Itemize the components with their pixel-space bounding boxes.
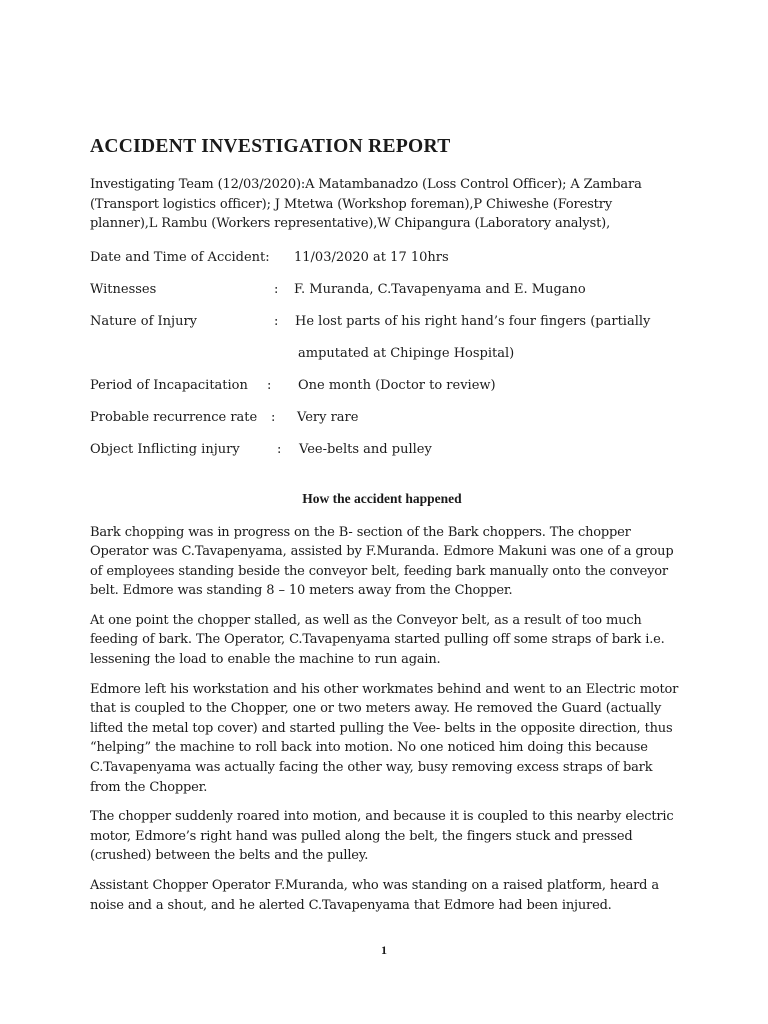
fact-colon: : bbox=[271, 409, 276, 425]
paragraph: Bark chopping was in progress on the B- section of the Bark choppers. The chopper Operator was C.Tavapenyama, assisted by F.Muranda. Edmore Makuni was one of a group of employees standing beside the conveyor belt, feeding bark manually onto the conveyor belt. Edmore was standing 8 – 10 meters away from the Chopper. bbox=[90, 524, 674, 599]
paragraph: Assistant Chopper Operator F.Muranda, who was standing on a raised platform, heard a noise and a shout, and he alerted C.Tavapenyama that Edmore had been injured. bbox=[90, 878, 659, 913]
fact-recurrence-rate bbox=[90, 402, 680, 434]
fact-value: He lost parts of his right hand’s four fingers (partially bbox=[295, 313, 651, 329]
fact-nature-of-injury-continued bbox=[90, 338, 680, 370]
fact-value: One month (Doctor to review) bbox=[298, 377, 496, 393]
fact-incapacitation bbox=[90, 370, 680, 402]
fact-value: Very rare bbox=[297, 409, 359, 425]
fact-label: Date and Time of Accident: bbox=[90, 249, 270, 265]
paragraph: At one point the chopper stalled, as well as the Conveyor belt, as a result of too much feeding of bark. The Operator, C.Tavapenyama started pulling off some straps of bark i.e. lessening the load to enable the machine to run again. bbox=[90, 612, 665, 668]
investigating-team: Investigating Team (12/03/2020):A Matambanadzo (Loss Control Officer); A Zambara (Transport logistics officer); J Mtetwa (Workshop foreman),P Chiweshe (Forestry planner),L Rambu (Workers representative),W Chipangura (Laboratory analyst), bbox=[90, 177, 642, 231]
fact-colon: : bbox=[277, 441, 282, 457]
fact-value: F. Muranda, C.Tavapenyama and E. Mugano bbox=[294, 281, 586, 297]
fact-label: Witnesses bbox=[90, 281, 157, 297]
fact-date-time bbox=[90, 242, 680, 274]
paragraph: The chopper suddenly roared into motion, and because it is coupled to this nearby electric motor, Edmore’s right hand was pulled along the belt, the fingers stuck and pressed (crushed) between the belts and the pulley. bbox=[90, 809, 674, 864]
fact-witnesses bbox=[90, 274, 680, 306]
section-heading: How the accident happened bbox=[302, 490, 462, 506]
fact-nature-of-injury bbox=[90, 306, 680, 338]
fact-colon: : bbox=[267, 377, 272, 393]
fact-label: Nature of Injury bbox=[90, 313, 198, 329]
report-title: ACCIDENT INVESTIGATION REPORT bbox=[90, 136, 451, 157]
fact-value: Vee-belts and pulley bbox=[299, 441, 432, 457]
fact-label: Object Inflicting injury bbox=[90, 441, 240, 457]
fact-label: Period of Incapacitation bbox=[90, 377, 248, 393]
fact-colon: : bbox=[274, 281, 279, 297]
accident-facts bbox=[90, 242, 680, 466]
fact-value: 11/03/2020 at 17 10hrs bbox=[294, 249, 449, 265]
fact-colon: : bbox=[274, 313, 279, 329]
fact-value-continued: amputated at Chipinge Hospital) bbox=[298, 345, 515, 361]
report-body bbox=[90, 134, 680, 915]
page-number: 1 bbox=[381, 943, 387, 957]
fact-object-inflicting bbox=[90, 434, 680, 466]
paragraph: Edmore left his workstation and his other workmates behind and went to an Electric motor that is coupled to the Chopper, one or two meters away. He removed the Guard (actually lifted the metal top cover) and started pulling the Vee- belts in the opposite direction, thus “helping” the machine to roll back into motion. No one noticed him doing this because C.Tavapenyama was actually facing the other way, busy removing excess straps of bark from the Chopper. bbox=[90, 681, 679, 795]
fact-label: Probable recurrence rate bbox=[90, 409, 258, 425]
